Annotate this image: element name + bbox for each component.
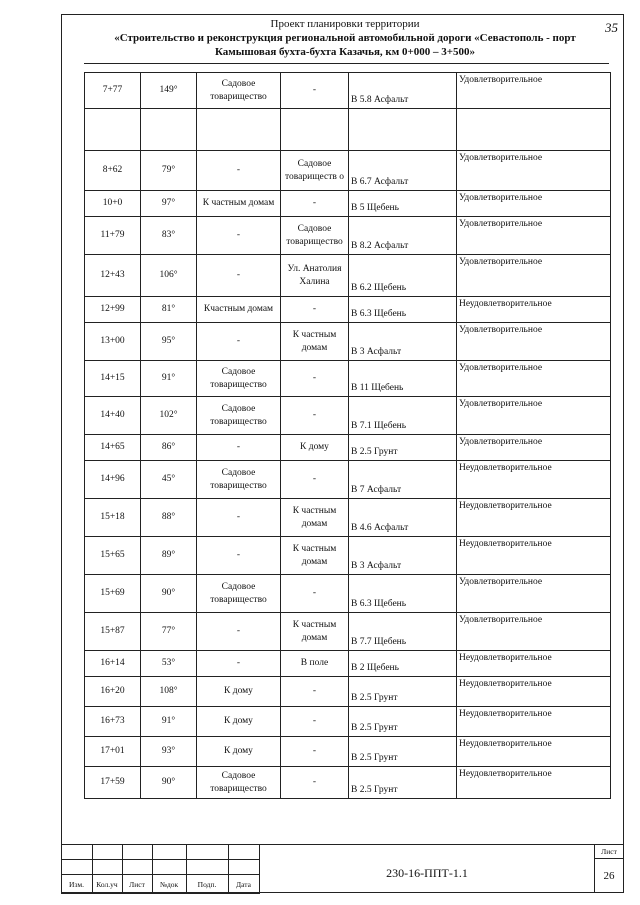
left-side-cell: Садовое товарищество <box>197 767 281 799</box>
right-side-cell: К частным домам <box>281 499 349 537</box>
title-block-label: Подп. <box>197 880 217 889</box>
chainage-cell: 15+69 <box>85 575 141 613</box>
right-side-cell: Садовое товарищество <box>281 217 349 255</box>
surface-cell: В 2 Щебень <box>349 651 457 677</box>
angle-cell: 81° <box>141 297 197 323</box>
table-row <box>85 217 611 255</box>
condition-cell: Удовлетворительное <box>457 191 611 217</box>
condition-cell: Удовлетворительное <box>457 361 611 397</box>
left-side-cell: - <box>197 537 281 575</box>
angle-cell: 149° <box>141 73 197 109</box>
title-block-grid-cell <box>228 859 260 875</box>
table-row <box>85 191 611 217</box>
header-divider <box>84 63 609 64</box>
condition-cell: Неудовлетворительное <box>457 461 611 499</box>
angle-cell: 102° <box>141 397 197 435</box>
condition-cell: Удовлетворительное <box>457 613 611 651</box>
condition-cell: Неудовлетворительное <box>457 651 611 677</box>
chainage-cell: 14+96 <box>85 461 141 499</box>
chainage-cell: 16+14 <box>85 651 141 677</box>
right-side-cell: - <box>281 191 349 217</box>
title-block-grid-cell <box>61 859 93 875</box>
surface-cell: В 2.5 Грунт <box>349 707 457 737</box>
header-line-3: Камышовая бухта-бухта Казачья, км 0+000 – 3+500» <box>214 46 476 58</box>
angle-cell: 77° <box>141 613 197 651</box>
table-row <box>85 397 611 435</box>
table-row <box>85 323 611 361</box>
angle-cell <box>141 109 197 151</box>
right-side-cell: - <box>281 461 349 499</box>
left-side-cell: - <box>197 323 281 361</box>
right-side-cell: К частным домам <box>281 537 349 575</box>
surface-cell: В 8.2 Асфальт <box>349 217 457 255</box>
surface-cell: В 3 Асфальт <box>349 537 457 575</box>
left-side-cell: Садовое товарищество <box>197 575 281 613</box>
sheet-label-cell <box>594 844 624 859</box>
left-side-cell: - <box>197 255 281 297</box>
right-side-cell: - <box>281 397 349 435</box>
table-row <box>85 255 611 297</box>
right-side-cell: - <box>281 361 349 397</box>
angle-cell: 53° <box>141 651 197 677</box>
left-side-cell: - <box>197 435 281 461</box>
sheet-label: Лист <box>601 847 617 856</box>
right-side-cell: - <box>281 677 349 707</box>
chainage-cell: 16+73 <box>85 707 141 737</box>
header-line-1: Проект планировки территории <box>270 18 420 30</box>
title-block-grid-cell <box>122 844 153 860</box>
condition-cell: Удовлетворительное <box>457 435 611 461</box>
surface-cell: В 3 Асфальт <box>349 323 457 361</box>
angle-cell: 91° <box>141 707 197 737</box>
chainage-cell: 12+43 <box>85 255 141 297</box>
right-side-cell: К частным домам <box>281 323 349 361</box>
title-block-grid-cell <box>152 859 187 875</box>
surface-cell: В 2.5 Грунт <box>349 767 457 799</box>
sheet-number-cell <box>594 858 624 893</box>
chainage-cell: 15+18 <box>85 499 141 537</box>
left-side-cell: - <box>197 217 281 255</box>
sheet-number: 26 <box>603 870 615 882</box>
right-side-cell: К дому <box>281 435 349 461</box>
left-side-cell: - <box>197 151 281 191</box>
condition-cell: Неудовлетворительное <box>457 707 611 737</box>
page-number: 35 <box>605 20 618 35</box>
chainage-cell <box>85 109 141 151</box>
title-block-label: Кол.уч <box>96 880 118 889</box>
left-side-cell: - <box>197 651 281 677</box>
angle-cell: 106° <box>141 255 197 297</box>
table-row <box>85 651 611 677</box>
table-row <box>85 297 611 323</box>
table-row <box>85 613 611 651</box>
right-side-cell: - <box>281 297 349 323</box>
surface-cell: В 2.5 Грунт <box>349 737 457 767</box>
title-block-grid-cell <box>228 844 260 860</box>
condition-cell: Неудовлетворительное <box>457 767 611 799</box>
condition-cell: Неудовлетворительное <box>457 537 611 575</box>
chainage-cell: 15+65 <box>85 537 141 575</box>
right-side-cell: Садовое товариществ о <box>281 151 349 191</box>
chainage-cell: 12+99 <box>85 297 141 323</box>
title-block-grid-cell <box>61 844 93 860</box>
table-row <box>85 461 611 499</box>
title-block-label: Дата <box>236 880 251 889</box>
chainage-cell: 10+0 <box>85 191 141 217</box>
chainage-cell: 14+15 <box>85 361 141 397</box>
junctions-table <box>84 72 611 799</box>
surface-cell: В 6.7 Асфальт <box>349 151 457 191</box>
surface-cell: В 6.3 Щебень <box>349 297 457 323</box>
table-row <box>85 499 611 537</box>
title-block-grid-cell <box>92 844 123 860</box>
header-line-2: «Строительство и реконструкция региональной автомобильной дороги «Севастополь - порт <box>114 32 576 44</box>
table-row <box>85 151 611 191</box>
title-block-grid-cell <box>152 844 187 860</box>
surface-cell: В 2.5 Грунт <box>349 677 457 707</box>
condition-cell: Удовлетворительное <box>457 397 611 435</box>
surface-cell: В 7 Асфальт <box>349 461 457 499</box>
right-side-cell: - <box>281 707 349 737</box>
title-block-grid-cell <box>186 844 229 860</box>
condition-cell: Удовлетворительное <box>457 323 611 361</box>
condition-cell: Удовлетворительное <box>457 151 611 191</box>
left-side-cell: Садовое товарищество <box>197 73 281 109</box>
chainage-cell: 11+79 <box>85 217 141 255</box>
right-side-cell: Ул. Анатолия Халина <box>281 255 349 297</box>
chainage-cell: 17+59 <box>85 767 141 799</box>
angle-cell: 89° <box>141 537 197 575</box>
condition-cell: Удовлетворительное <box>457 73 611 109</box>
table-row <box>85 767 611 799</box>
doc-code: 230-16-ППТ-1.1 <box>386 866 468 880</box>
title-block-grid-cell <box>186 859 229 875</box>
table-row <box>85 537 611 575</box>
chainage-cell: 16+20 <box>85 677 141 707</box>
angle-cell: 90° <box>141 575 197 613</box>
surface-cell: В 7.7 Щебень <box>349 613 457 651</box>
left-side-cell: К частным домам <box>197 191 281 217</box>
angle-cell: 108° <box>141 677 197 707</box>
right-side-cell: К частным домам <box>281 613 349 651</box>
left-side-cell: К дому <box>197 737 281 767</box>
left-side-cell: Кчастным домам <box>197 297 281 323</box>
right-side-cell: В поле <box>281 651 349 677</box>
left-side-cell <box>197 109 281 151</box>
surface-cell <box>349 109 457 151</box>
doc-code-cell <box>259 844 595 893</box>
angle-cell: 79° <box>141 151 197 191</box>
surface-cell: В 4.6 Асфальт <box>349 499 457 537</box>
right-side-cell: - <box>281 737 349 767</box>
surface-cell: В 5 Щебень <box>349 191 457 217</box>
angle-cell: 90° <box>141 767 197 799</box>
table-row <box>85 575 611 613</box>
chainage-cell: 13+00 <box>85 323 141 361</box>
table-row <box>85 435 611 461</box>
surface-cell: В 5.8 Асфальт <box>349 73 457 109</box>
surface-cell: В 6.3 Щебень <box>349 575 457 613</box>
title-block-label: Изм. <box>69 880 84 889</box>
angle-cell: 97° <box>141 191 197 217</box>
surface-cell: В 7.1 Щебень <box>349 397 457 435</box>
angle-cell: 45° <box>141 461 197 499</box>
angle-cell: 86° <box>141 435 197 461</box>
left-side-cell: Садовое товарищество <box>197 361 281 397</box>
table-row <box>85 737 611 767</box>
table-row <box>85 361 611 397</box>
table-row <box>85 707 611 737</box>
table-row <box>85 73 611 109</box>
condition-cell: Неудовлетворительное <box>457 297 611 323</box>
left-side-cell: Садовое товарищество <box>197 397 281 435</box>
condition-cell: Неудовлетворительное <box>457 499 611 537</box>
angle-cell: 83° <box>141 217 197 255</box>
title-block-grid-cell <box>122 859 153 875</box>
condition-cell: Неудовлетворительное <box>457 677 611 707</box>
left-side-cell: К дому <box>197 677 281 707</box>
table-row <box>85 677 611 707</box>
title-block <box>61 844 624 893</box>
surface-cell: В 6.2 Щебень <box>349 255 457 297</box>
condition-cell: Удовлетворительное <box>457 217 611 255</box>
table-row <box>85 109 611 151</box>
surface-cell: В 2.5 Грунт <box>349 435 457 461</box>
left-side-cell: Садовое товарищество <box>197 461 281 499</box>
chainage-cell: 17+01 <box>85 737 141 767</box>
left-side-cell: - <box>197 499 281 537</box>
condition-cell <box>457 109 611 151</box>
condition-cell: Удовлетворительное <box>457 255 611 297</box>
angle-cell: 88° <box>141 499 197 537</box>
chainage-cell: 15+87 <box>85 613 141 651</box>
left-side-cell: - <box>197 613 281 651</box>
angle-cell: 91° <box>141 361 197 397</box>
chainage-cell: 14+65 <box>85 435 141 461</box>
left-side-cell: К дому <box>197 707 281 737</box>
right-side-cell: - <box>281 575 349 613</box>
chainage-cell: 14+40 <box>85 397 141 435</box>
right-side-cell: - <box>281 73 349 109</box>
title-block-label: Лист <box>129 880 145 889</box>
right-side-cell: - <box>281 767 349 799</box>
title-block-grid-cell <box>92 859 123 875</box>
chainage-cell: 8+62 <box>85 151 141 191</box>
title-block-label: №док <box>159 880 179 889</box>
condition-cell: Неудовлетворительное <box>457 737 611 767</box>
angle-cell: 93° <box>141 737 197 767</box>
surface-cell: В 11 Щебень <box>349 361 457 397</box>
condition-cell: Удовлетворительное <box>457 575 611 613</box>
angle-cell: 95° <box>141 323 197 361</box>
right-side-cell <box>281 109 349 151</box>
chainage-cell: 7+77 <box>85 73 141 109</box>
